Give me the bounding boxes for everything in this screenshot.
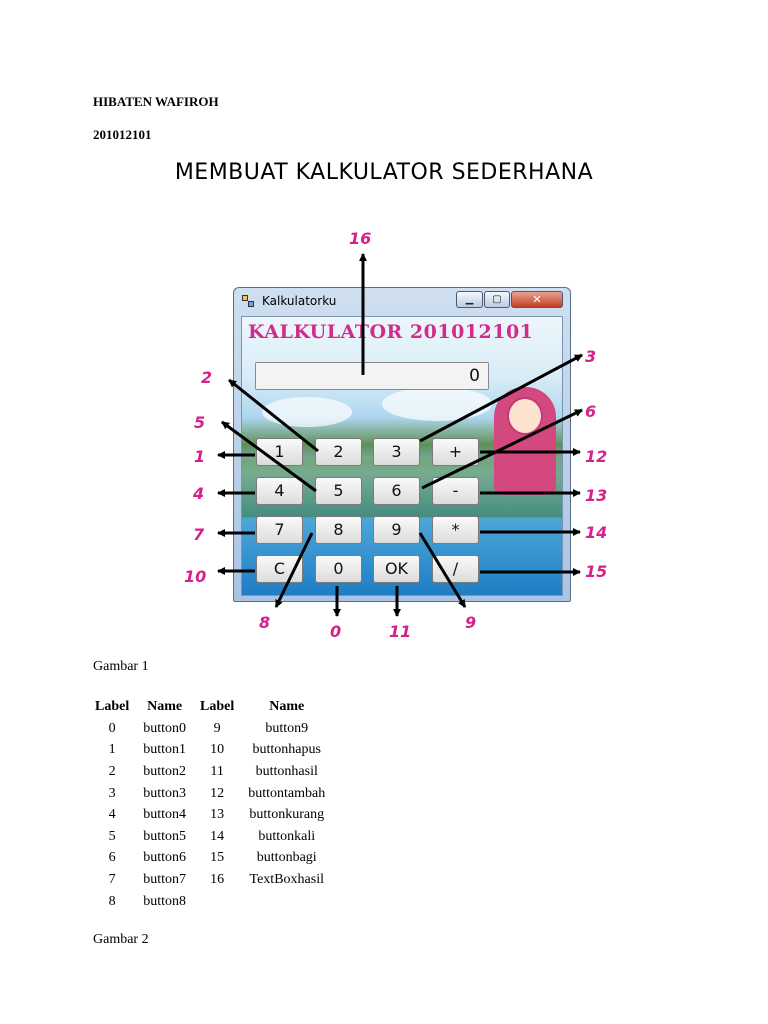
button-9[interactable]: 9 <box>373 516 420 544</box>
table-cell: 2 <box>108 763 116 779</box>
window-titlebar <box>234 288 570 316</box>
label-15: 15 <box>585 562 608 581</box>
table-cell: 11 <box>210 763 224 779</box>
table-cell: buttontambah <box>248 785 326 801</box>
document-title: MEMBUAT KALKULATOR SEDERHANA <box>174 160 594 185</box>
app-icon <box>242 295 256 308</box>
minus-button[interactable]: - <box>432 477 479 505</box>
table-cell: 3 <box>108 785 116 801</box>
table-cell: 5 <box>108 828 116 844</box>
table-cell: 9 <box>213 720 221 736</box>
window-title: Kalkulatorku <box>262 294 337 308</box>
table-row <box>88 804 332 826</box>
cloud-decoration <box>382 387 492 421</box>
table-cell: 4 <box>108 807 116 823</box>
figure-caption-1: Gambar 1 <box>93 659 149 674</box>
ok-button[interactable]: OK <box>373 555 420 583</box>
label-5: 5 <box>194 413 206 432</box>
table-cell: button0 <box>143 720 187 736</box>
label-0: 0 <box>330 622 342 641</box>
table-cell: 8 <box>108 893 116 909</box>
table-cell: button2 <box>143 763 187 779</box>
result-textbox[interactable]: 0 <box>255 362 489 390</box>
table-cell: 1 <box>108 742 116 758</box>
table-row <box>88 718 332 740</box>
calculator-form <box>241 316 563 596</box>
label-4: 4 <box>193 484 205 503</box>
label-8: 8 <box>259 613 271 632</box>
table-cell <box>193 891 241 913</box>
girl-face-illustration <box>507 397 543 435</box>
button-7[interactable]: 7 <box>256 516 303 544</box>
table-header: Name <box>269 699 305 714</box>
table-cell: buttonkurang <box>249 807 325 823</box>
button-2[interactable]: 2 <box>315 438 362 466</box>
table-cell: 12 <box>210 785 225 801</box>
table-cell: 14 <box>210 828 225 844</box>
table-cell: button9 <box>265 720 309 736</box>
label-14: 14 <box>585 523 608 542</box>
multiply-button[interactable]: * <box>432 516 479 544</box>
table-row <box>88 783 332 805</box>
table-row <box>88 740 332 762</box>
button-5[interactable]: 5 <box>315 477 362 505</box>
table-header: Name <box>147 699 183 714</box>
table-header-row <box>88 696 332 718</box>
table-header: Label <box>200 699 235 714</box>
plus-button[interactable]: + <box>432 438 479 466</box>
label-1: 1 <box>194 447 206 466</box>
calculator-heading: KALKULATOR 201012101 <box>248 321 534 343</box>
label-16: 16 <box>349 229 372 248</box>
student-id: 201012101 <box>93 127 152 142</box>
table-cell: 10 <box>210 742 225 758</box>
table-cell: buttonhapus <box>252 742 321 758</box>
figure-caption-2: Gambar 2 <box>93 932 149 947</box>
table-cell: buttonhasil <box>255 763 318 779</box>
divide-button[interactable]: / <box>432 555 479 583</box>
table-cell: TextBoxhasil <box>249 871 324 887</box>
table-cell: button8 <box>143 893 187 909</box>
table-cell: 16 <box>210 871 225 887</box>
label-7: 7 <box>193 525 205 544</box>
button-3[interactable]: 3 <box>373 438 420 466</box>
author-name: HIBATEN WAFIROH <box>93 94 219 109</box>
table-cell: button1 <box>143 742 187 758</box>
label-9: 9 <box>465 613 477 632</box>
label-11: 11 <box>389 622 412 641</box>
table-cell: button3 <box>143 785 187 801</box>
label-3: 3 <box>585 347 597 366</box>
table-header: Label <box>95 699 130 714</box>
table-cell: button7 <box>143 871 187 887</box>
table-cell: 0 <box>108 720 116 736</box>
clear-button[interactable]: C <box>256 555 303 583</box>
maximize-button[interactable]: ▢ <box>484 291 510 308</box>
calculator-window <box>233 287 571 602</box>
table-cell: 7 <box>108 871 116 887</box>
table-cell: 6 <box>108 850 116 866</box>
button-1[interactable]: 1 <box>256 438 303 466</box>
table-row <box>88 869 332 891</box>
table-row <box>88 891 332 913</box>
label-13: 13 <box>585 486 608 505</box>
button-0[interactable]: 0 <box>315 555 362 583</box>
table-cell: button6 <box>143 850 187 866</box>
label-6: 6 <box>585 402 597 421</box>
button-4[interactable]: 4 <box>256 477 303 505</box>
button-8[interactable]: 8 <box>315 516 362 544</box>
label-10: 10 <box>184 567 207 586</box>
table-row <box>88 826 332 848</box>
table-cell: button4 <box>143 807 187 823</box>
button-6[interactable]: 6 <box>373 477 420 505</box>
table-cell: buttonbagi <box>256 850 317 866</box>
cloud-decoration <box>262 397 352 427</box>
control-name-table <box>88 696 332 912</box>
table-cell: buttonkali <box>258 828 316 844</box>
table-cell <box>241 891 332 913</box>
table-cell: 13 <box>210 807 225 823</box>
close-button[interactable]: ✕ <box>511 291 563 308</box>
table-cell: 15 <box>210 850 225 866</box>
table-cell: button5 <box>143 828 187 844</box>
table-row <box>88 761 332 783</box>
label-12: 12 <box>585 447 608 466</box>
label-2: 2 <box>201 368 213 387</box>
minimize-button[interactable]: ▁ <box>456 291 483 308</box>
table-row <box>88 848 332 870</box>
